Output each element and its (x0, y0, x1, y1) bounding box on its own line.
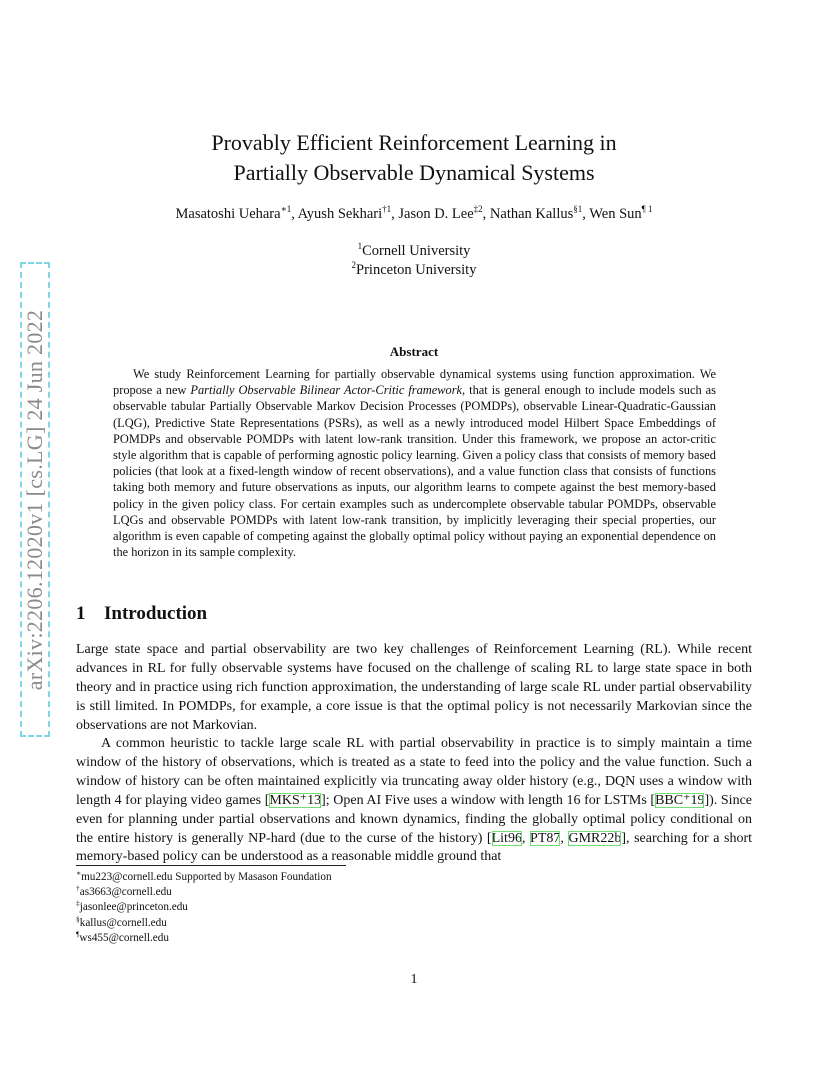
arxiv-stamp-text: arXiv:2206.12020v1 [cs.LG] 24 Jun 2022 (22, 309, 48, 690)
author-mark: ∗1 (280, 204, 292, 215)
footnote-text: ws455@cornell.edu (79, 931, 169, 944)
footnote-mark: ¶ (76, 929, 80, 939)
abstract-body (113, 366, 716, 560)
footnote-mark: ‡ (76, 898, 80, 908)
footnote (76, 900, 332, 915)
footnote-mark: † (76, 883, 80, 893)
citation-link[interactable]: MKS⁺13 (269, 792, 322, 808)
footnote (76, 885, 332, 900)
footnote-text: as3663@cornell.edu (79, 886, 172, 899)
paper-title-line-1: Provably Efficient Reinforcement Learning in (211, 130, 617, 155)
affiliation-mark: 2 (351, 260, 357, 271)
citation-link[interactable]: BBC⁺19 (655, 792, 705, 808)
citation-link[interactable]: GMR22b (568, 830, 622, 846)
author-name: Wen Sun (589, 206, 642, 222)
author-name: Jason D. Lee (398, 206, 474, 222)
section-number: 1 (76, 603, 86, 624)
footnote (76, 870, 332, 885)
paragraph-text: ]; Open AI Five uses a window with length 16 for LSTMs [ (321, 792, 656, 808)
author-mark: ¶ 1 (641, 204, 653, 215)
abstract-heading: Abstract (389, 344, 439, 359)
footnote (76, 931, 332, 946)
author-mark: §1 (573, 204, 583, 215)
author-name: Masatoshi Uehara (175, 206, 281, 222)
author-list: Masatoshi Uehara$^{∗1}$, Ayush Sekhari$^{\dagger 1}$, Jason D. Lee$^{\ddagger 2}$, Nathan Kallus$^{\S 1}$, Wen Sun$^{\P 1}$ (175, 204, 653, 222)
footnotes (76, 870, 332, 946)
affiliation-name: Princeton University (356, 262, 477, 278)
footnote-mark: § (76, 913, 80, 923)
arxiv-stamp[interactable] (20, 262, 50, 737)
footnote-mark: ∗ (76, 868, 82, 878)
footnote (76, 913, 332, 931)
paragraph-text: A common heuristic to tackle large scale RL with partial observability in practice is to simply maintain a time window of the history of observations, which is treated as a state to feed into the policy and the value function. Such a window of history can be often maintained explicitly via truncating away older history (e.g., DQN uses a window with length 4 for playing video games [ (76, 736, 752, 808)
affiliation (0, 242, 828, 261)
abstract-emphasis: Partially Observable Bilinear Actor-Critic framework (190, 383, 463, 398)
paper-title-line-2: Partially Observable Dynamical Systems (233, 160, 595, 185)
abstract-text: , that is general enough to include models such as observable tabular Partially Observable Markov Decision Processes (POMDPs), observable Linear-Quadratic-Gaussian (LQG), Predictive State Representations (PSRs), as well as a newly introduced model Hilbert Space Embeddings of POMDPs and observable POMDPs with latent low-rank transition. Under this framework, we propose an actor-critic style algorithm that is capable of performing agnostic policy learning. Given a policy class that consists of memory based policies (that look at a fixed-length window of recent observations), and a value function class that consists of functions taking both memory and future observations as inputs, our algorithm learns to compete against the best memory-based policy in the given policy class. For certain examples such as undercomplete observable tabular POMDPs, observable LQGs and observable POMDPs with latent low-rank transition, by implicitly leveraging their special properties, our algorithm is even capable of competing against the globally optimal policy without paying an exponential dependence on the horizon in its sample complexity. (113, 383, 716, 560)
footnote-divider (76, 865, 346, 866)
page-number: 1 (410, 972, 418, 987)
citation-link[interactable]: PT87 (530, 830, 561, 846)
intro-paragraph-2 (76, 735, 752, 867)
intro-paragraph-1: Large state space and partial observability are two key challenges of Reinforcement Learning (RL). While recent advances in RL for fully observable systems have focused on the challenge of scaling RL to large state space in both theory and in practice using rich function approximation, the understanding of large scale RL under partial observability is still limited. In POMDPs, for example, a core issue is that the optimal policy is not necessarily Markovian since the observations are not Markovian. (76, 642, 752, 733)
section-heading (76, 603, 207, 625)
author-mark: †1 (382, 204, 392, 215)
footnote-text: mu223@cornell.edu Supported by Masason Foundation (81, 871, 332, 883)
author-mark: ‡2 (473, 204, 483, 215)
paragraph-text: ], searching for a short memory-based policy can be understood as a reasonable middle ground that (76, 830, 753, 865)
paragraph-text: , (560, 830, 569, 846)
citation-link[interactable]: Lit96 (491, 830, 522, 846)
paragraph-text: ]). Since even for planning under partial observations and known dynamics, finding the globally optimal policy conditional on the entire history is generally NP-hard (due to the curse of the history) [ (76, 792, 753, 846)
affiliation-name: Cornell University (362, 243, 471, 259)
abstract-text: We study Reinforcement Learning for partially observable dynamical systems using function approximation. We propose a new (113, 367, 716, 398)
author-name: Ayush Sekhari (297, 206, 383, 222)
affiliation (0, 261, 828, 280)
affiliation-mark: 1 (357, 241, 363, 252)
paragraph-text: , (521, 830, 531, 846)
section-title: Introduction (104, 603, 208, 624)
author-name: Nathan Kallus (489, 206, 574, 222)
footnote-text: kallus@cornell.edu (79, 916, 167, 929)
footnote-text: jasonlee@princeton.edu (79, 901, 188, 914)
